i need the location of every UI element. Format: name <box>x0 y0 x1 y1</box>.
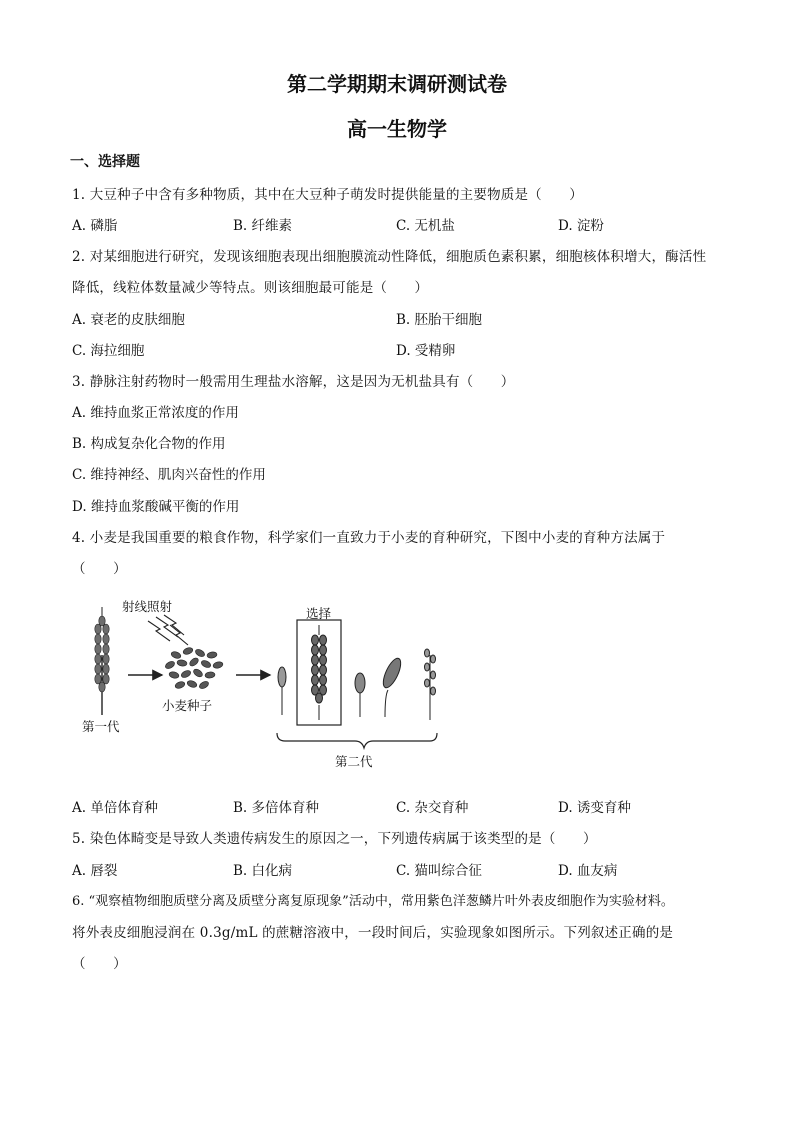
second-generation-label: 第二代 <box>335 754 373 769</box>
question-1-option-b: B. 纤维素 <box>233 218 293 234</box>
question-3-option-a: A. 维持血浆正常浓度的作用 <box>72 405 239 421</box>
question-3-stem: 3. 静脉注射药物时一般需用生理盐水溶解，这是因为无机盐具有（ ） <box>72 374 515 390</box>
question-2-option-d: D. 受精卵 <box>396 343 456 359</box>
wheat-seeds-icon <box>164 646 223 690</box>
second-generation-wheat-icons <box>278 625 436 720</box>
question-2-stem-line-1: 2. 对某细胞进行研究，发现该细胞表现出细胞膜流动性降低，细胞质色素积累，细胞核体积增大，酶活性 <box>72 249 707 265</box>
question-4-option-b: B. 多倍体育种 <box>233 800 320 816</box>
question-1-option-a: A. 磷脂 <box>72 218 118 234</box>
question-2-option-b: B. 胚胎干细胞 <box>396 312 483 328</box>
question-1-option-d: D. 淀粉 <box>558 218 604 234</box>
question-6-stem-line-3: （ ） <box>72 956 127 972</box>
question-4-option-a: A. 单倍体育种 <box>72 800 158 816</box>
question-5-option-c: C. 猫叫综合征 <box>396 863 482 879</box>
radiation-label: 射线照射 <box>122 599 173 614</box>
seed-label: 小麦种子 <box>162 698 213 713</box>
question-5-option-b: B. 白化病 <box>233 863 293 879</box>
question-4-stem-line-2: （ ） <box>72 561 127 577</box>
question-2-option-c: C. 海拉细胞 <box>72 343 145 359</box>
question-5-option-d: D. 血友病 <box>558 863 618 879</box>
page-subtitle: 高一生物学 <box>347 117 447 141</box>
first-generation-label: 第一代 <box>82 719 120 734</box>
radiation-icon <box>148 615 188 645</box>
wheat-breeding-diagram <box>70 595 450 780</box>
select-label: 选择 <box>306 606 332 621</box>
first-generation-wheat-icon <box>95 607 109 715</box>
question-5-stem: 5. 染色体畸变是导致人类遗传病发生的原因之一，下列遗传病属于该类型的是（ ） <box>72 831 597 847</box>
section-heading: 一、选择题 <box>70 154 140 170</box>
question-6-stem-line-1: 6. “观察植物细胞质壁分离及质壁分离复原现象”活动中，常用紫色洋葱鳞片叶外表皮细胞作为实验材料。 <box>72 894 674 909</box>
question-3-option-c: C. 维持神经、肌肉兴奋性的作用 <box>72 467 266 483</box>
second-generation-brace <box>277 733 437 748</box>
wheat-breeding-figure <box>70 595 450 780</box>
question-6-stem-line-2: 将外表皮细胞浸润在 0.3g/mL 的蔗糖溶液中，一段时间后，实验现象如图所示。下列叙述正确的是 <box>72 925 674 941</box>
question-1-stem: 1. 大豆种子中含有多种物质，其中在大豆种子萌发时提供能量的主要物质是（ ） <box>72 187 583 203</box>
question-4-stem-line-1: 4. 小麦是我国重要的粮食作物，科学家们一直致力于小麦的育种研究，下图中小麦的育种方法属于 <box>72 530 666 546</box>
question-5-option-a: A. 唇裂 <box>72 863 118 879</box>
question-4-option-d: D. 诱变育种 <box>558 800 631 816</box>
question-2-stem-line-2: 降低，线粒体数量减少等特点。则该细胞最可能是（ ） <box>72 280 429 296</box>
question-2-option-a: A. 衰老的皮肤细胞 <box>72 312 185 328</box>
question-1-option-c: C. 无机盐 <box>396 218 455 234</box>
question-4-option-c: C. 杂交育种 <box>396 800 469 816</box>
question-3-option-b: B. 构成复杂化合物的作用 <box>72 436 226 452</box>
question-3-option-d: D. 维持血浆酸碱平衡的作用 <box>72 499 240 515</box>
page-title: 第二学期期末调研测试卷 <box>287 72 507 96</box>
